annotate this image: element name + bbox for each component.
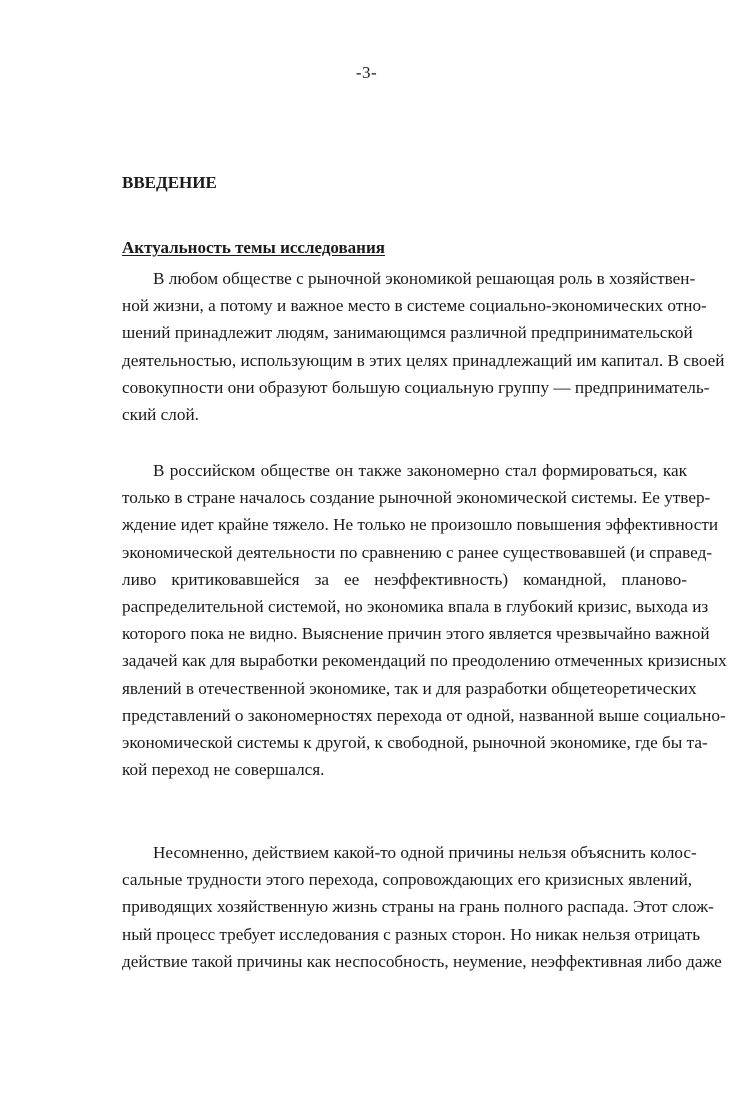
text-line: кой переход не совершался.	[122, 760, 325, 780]
paragraph-2	[122, 457, 727, 783]
text-line: экономической деятельности по сравнению с ранее существовавшей (и справед-	[122, 542, 713, 562]
text-line: представлений о закономерностях перехода от одной, названной выше социально-	[122, 705, 726, 725]
text-line: только в стране началось создание рыночной экономической системы. Ее утвер-	[122, 488, 711, 508]
text-line: экономической системы к другой, к свободной, рыночной экономике, где бы та-	[122, 733, 708, 753]
text-line: ной жизни, а потому и важное место в системе социально-экономических отно-	[122, 296, 707, 316]
text-line: Несомненно, действием какой-то одной причины нельзя объяснить колос-	[153, 843, 697, 862]
text-line: ский слой.	[122, 405, 199, 425]
text-line: действие такой причины как неспособность, неумение, неэффективная либо даже	[122, 951, 722, 971]
text-line: ливо критиковавшейся за ее неэффективность) командной, планово-	[122, 569, 687, 589]
text-line: сальные трудности этого перехода, сопровождающих его кризисных явлений,	[122, 870, 693, 890]
text-line: приводящих хозяйственную жизнь страны на грань полного распада. Этот слож-	[122, 897, 714, 917]
text-line: шений принадлежит людям, занимающимся различной предпринимательской	[122, 323, 693, 343]
text-line: ный процесс требует исследования с разных сторон. Но никак нельзя отрицать	[122, 924, 701, 944]
text-line: деятельностью, использующим в этих целях принадлежащий им капитал. В своей	[122, 350, 725, 370]
paragraph-3	[122, 839, 722, 975]
text-line: ждение идет крайне тяжело. Не только не произошло повышения эффективности	[122, 515, 719, 535]
text-line: распределительной системой, но экономика впала в глубокий кризис, выхода из	[122, 597, 709, 617]
text-line: явлений в отечественной экономике, так и для разработки общетеоретических	[122, 678, 697, 698]
section-heading: ВВЕДЕНИЕ	[122, 173, 217, 192]
text-line: которого пока не видно. Выяснение причин этого является чрезвычайно важной	[122, 624, 710, 644]
paragraph-1	[122, 265, 725, 428]
text-line: В российском обществе он также закономерно стал формироваться, как	[153, 461, 687, 480]
text-line: задачей как для выработки рекомендаций по преодолению отмеченных кризисных	[122, 651, 727, 671]
text-line: В любом обществе с рыночной экономикой решающая роль в хозяйствен-	[153, 269, 696, 288]
subsection-heading: Актуальность темы исследования	[122, 238, 385, 257]
page-number: -3-	[355, 63, 378, 82]
text-line: совокупности они образуют большую социальную группу — предприниматель-	[122, 377, 710, 397]
